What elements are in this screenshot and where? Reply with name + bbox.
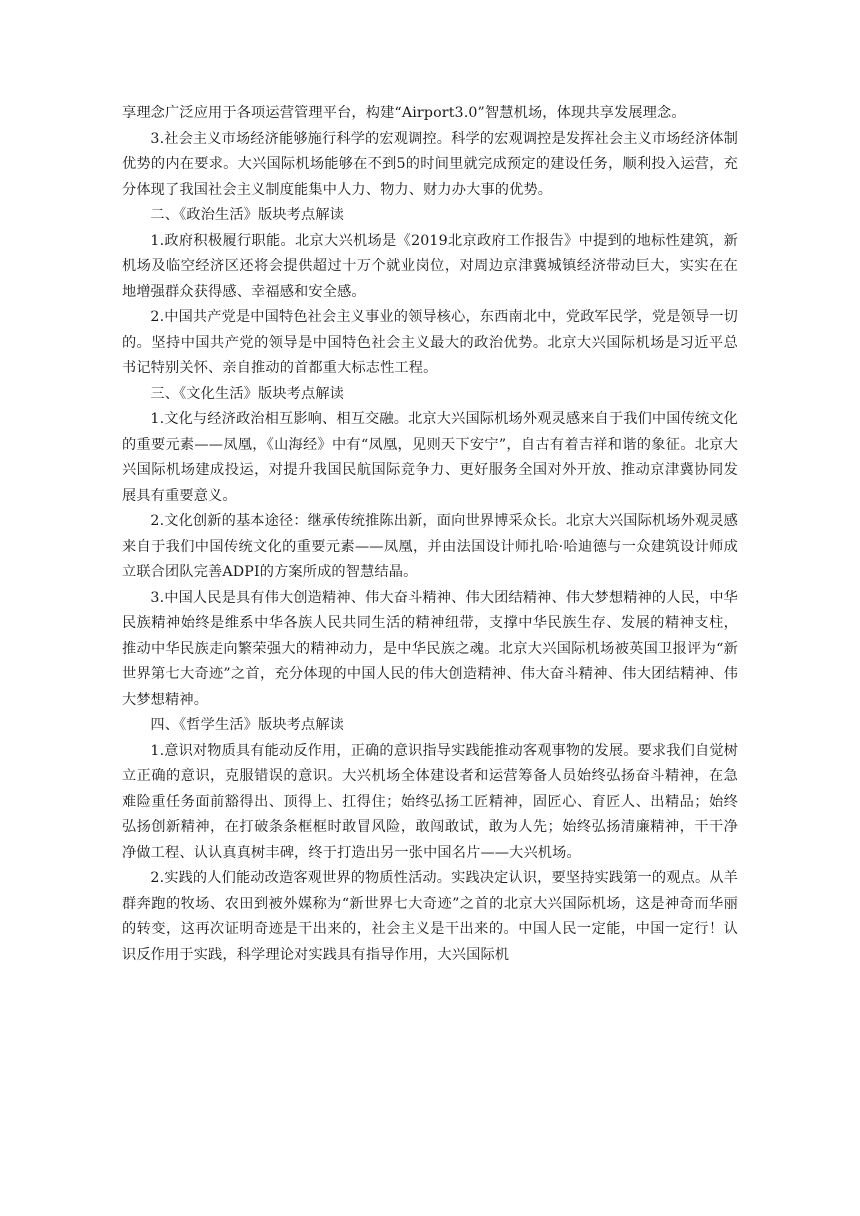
paragraph-macro-control: 3.社会主义市场经济能够施行科学的宏观调控。科学的宏观调控是发挥社会主义市场经济体制优势的内在要求。大兴国际机场能够在不到5的时间里就完成预定的建设任务，顺利投入运营，充分体现了我国社会主义制度能集中人力、物力、财力办大事的优势。 [122,130,738,198]
paragraph-cultural-innovation: 2.文化创新的基本途径：继承传统推陈出新，面向世界博采众长。北京大兴国际机场外观灵感来自于我们中国传统文化的重要元素——凤凰，并由法国设计师扎哈·哈迪德与一众建筑设计师成立联合团队完善ADPI的方案所成的智慧结晶。 [122,513,738,580]
section-heading-culture: 三、《文化生活》版块考点解读 [150,385,345,402]
paragraph-consciousness: 1.意识对物质具有能动反作用，正确的意识指导实践能推动客观事物的发展。要求我们自觉树立正确的意识，克服错误的意识。大兴机场全体建设者和运营筹备人员始终弘扬奋斗精神，在急难险重任务面前豁得出、顶得上、扛得住；始终弘扬工匠精神，固匠心、育匠人、出精品；始终弘扬创新精神，在打破条条框框时敢冒风险，敢闯敢试，敢为人先；始终弘扬清廉精神，干干净净做工程、认认真真树丰碑，终于打造出另一张中国名片——大兴机场。 [122,742,738,861]
paragraph-party-leadership: 2.中国共产党是中国特色社会主义事业的领导核心，东西南北中，党政军民学，党是领导一切的。坚持中国共产党的领导是中国特色社会主义最大的政治优势。北京大兴国际机场是习近平总书记特别关怀、亲自推动的首都重大标志性工程。 [122,309,738,376]
paragraph-culture-economy: 1.文化与经济政治相互影响、相互交融。北京大兴国际机场外观灵感来自于我们中国传统文化的重要元素——凤凰，《山海经》中有“凤凰，见则天下安宁”，自古有着吉祥和谐的象征。北京大兴国际机场建成投运，对提升我国民航国际竞争力、更好服务全国对外开放、推动京津冀协同发展具有重要意义。 [122,411,738,504]
paragraph-national-spirit: 3.中国人民是具有伟大创造精神、伟大奋斗精神、伟大团结精神、伟大梦想精神的人民，中华民族精神始终是维系中华各族人民共同生活的精神纽带，支撑中华民族生存、发展的精神支柱，推动中华民族走向繁荣强大的精神动力，是中华民族之魂。北京大兴国际机场被英国卫报评为“新世界第七大奇迹”之首，充分体现的中国人民的伟大创造精神、伟大奋斗精神、伟大团结精神、伟大梦想精神。 [122,589,738,708]
section-heading-politics: 二、《政治生活》版块考点解读 [150,207,345,223]
paragraph-government-functions: 1.政府积极履行职能。北京大兴机场是《2019北京政府工作报告》中提到的地标性建筑，新机场及临空经济区还将会提供超过十万个就业岗位，对周边京津冀城镇经济带动巨大，实实在在地增强群众获得感、幸福感和安全感。 [122,232,738,300]
paragraph-practice: 2.实践的人们能动改造客观世界的物质性活动。实践决定认识，要坚持实践第一的观点。从羊群奔跑的牧场、农田到被外媒称为“新世界七大奇迹”之首的北京大兴国际机场，这是神奇而华丽的转变，这再次证明奇迹是干出来的，社会主义是干出来的。中国人民一定能，中国一定行！认识反作用于实践，科学理论对实践具有指导作用，大兴国际机 [122,870,738,963]
section-heading-philosophy: 四、《哲学生活》版块考点解读 [150,717,345,733]
paragraph-shared-development: 享理念广泛应用于各项运营管理平台，构建“Airport3.0”智慧机场，体现共享发展理念。 [122,105,686,121]
document-body [122,101,738,968]
